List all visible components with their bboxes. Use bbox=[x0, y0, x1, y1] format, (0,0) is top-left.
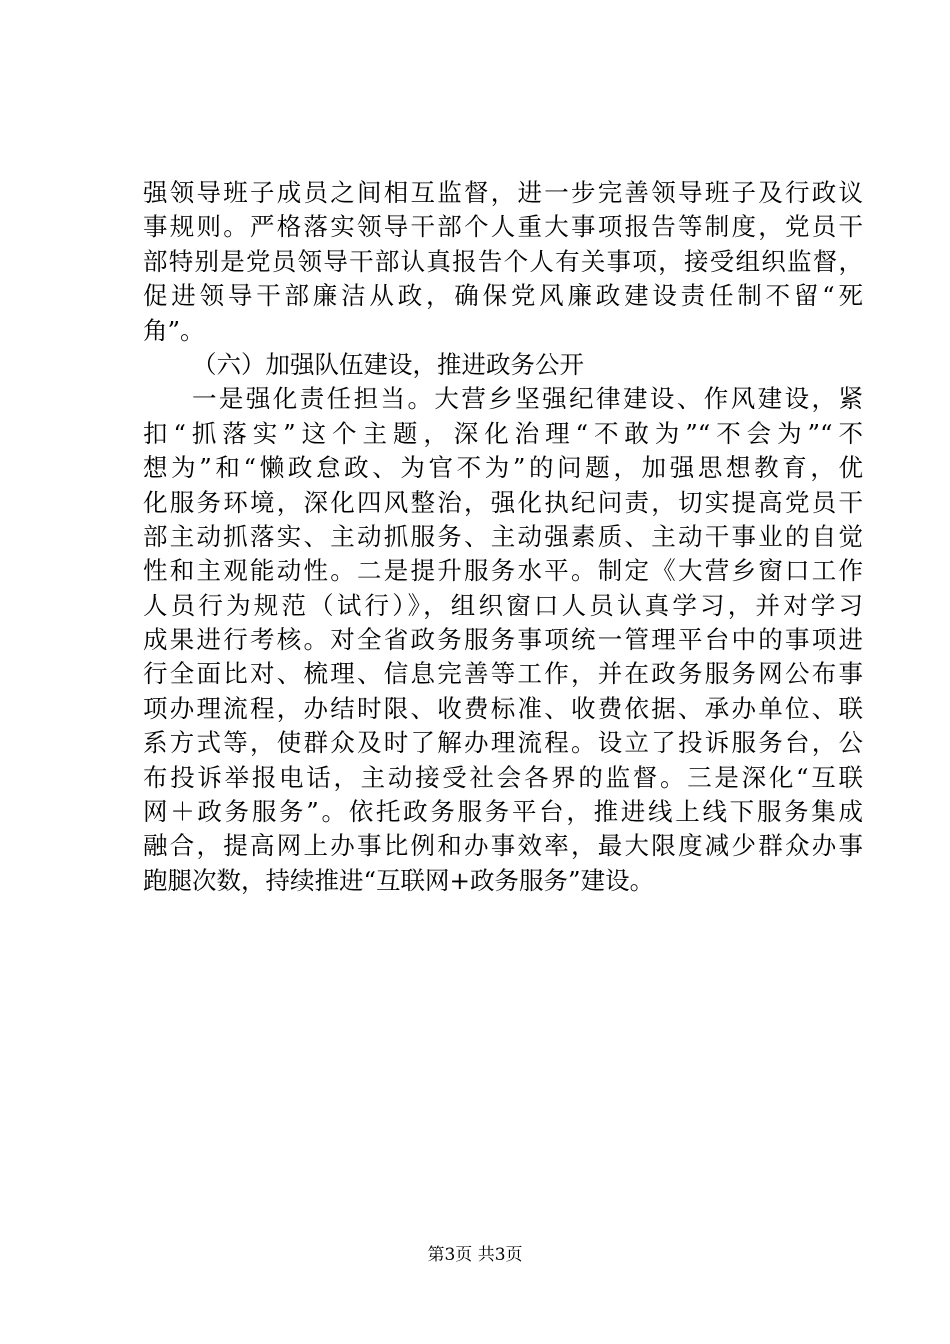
text-line: 项办理流程，办结时限、收费标准、收费依据、承办单位、联 bbox=[143, 693, 863, 723]
text-line: 布投诉举报电话，主动接受社会各界的监督。三是深化“互联 bbox=[143, 762, 863, 792]
text-line: 促进领导干部廉洁从政，确保党风廉政建设责任制不留“死 bbox=[143, 281, 863, 311]
text-line: 事规则。严格落实领导干部个人重大事项报告等制度，党员干 bbox=[143, 212, 863, 242]
text-line: 角”。 bbox=[143, 315, 205, 345]
text-line: 性和主观能动性。二是提升服务水平。制定《大营乡窗口工作 bbox=[143, 556, 863, 586]
text-line: 行全面比对、梳理、信息完善等工作，并在政务服务网公布事 bbox=[143, 659, 863, 689]
text-line: 成果进行考核。对全省政务服务事项统一管理平台中的事项进 bbox=[143, 625, 863, 655]
text-line: 网＋政务服务”。依托政务服务平台，推进线上线下服务集成 bbox=[143, 797, 863, 827]
page-number-label: 第3页 共3页 bbox=[427, 1245, 523, 1265]
text-line: 扣“抓落实”这个主题，深化治理“不敢为”“不会为”“不 bbox=[143, 418, 863, 448]
text-line: 化服务环境，深化四风整治，强化执纪问责，切实提高党员干 bbox=[143, 487, 863, 517]
text-line: 系方式等，使群众及时了解办理流程。设立了投诉服务台，公 bbox=[143, 728, 863, 758]
text-line: 部主动抓落实、主动抓服务、主动强素质、主动干事业的自觉 bbox=[143, 521, 863, 551]
text-line: 想为”和“懒政怠政、为官不为”的问题，加强思想教育，优 bbox=[143, 453, 863, 483]
text-line: 跑腿次数，持续推进“互联网+政务服务”建设。 bbox=[143, 865, 655, 895]
document-body bbox=[143, 176, 863, 898]
section-heading: （六）加强队伍建设，推进政务公开 bbox=[192, 349, 584, 379]
page-footer bbox=[0, 1244, 950, 1266]
text-line: 强领导班子成员之间相互监督，进一步完善领导班子及行政议 bbox=[143, 178, 863, 207]
text-line: 一是强化责任担当。大营乡坚强纪律建设、作风建设，紧 bbox=[192, 384, 863, 414]
text-line: 融合，提高网上办事比例和办事效率，最大限度减少群众办事 bbox=[143, 831, 863, 861]
text-line: 人员行为规范（试行）》，组织窗口人员认真学习，并对学习 bbox=[143, 590, 863, 620]
text-line: 部特别是党员领导干部认真报告个人有关事项，接受组织监督， bbox=[143, 246, 863, 276]
